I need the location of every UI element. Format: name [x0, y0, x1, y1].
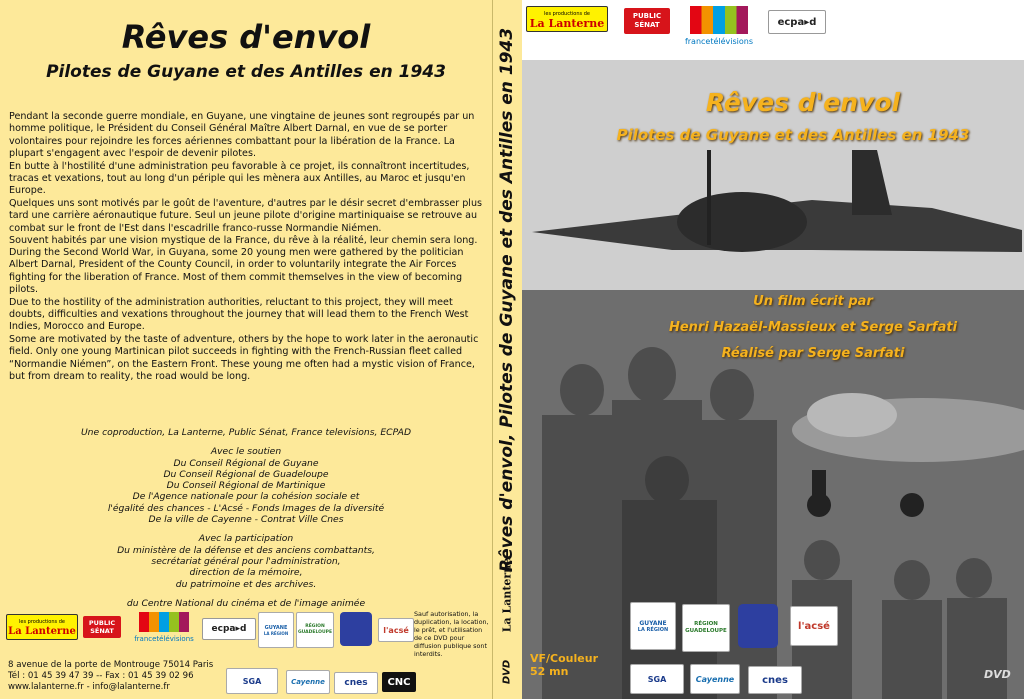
logo-caption: les productions de [544, 11, 590, 17]
address-line: Tél : 01 45 39 47 39 -- Fax : 01 45 39 02 96 [8, 671, 194, 681]
logo-wordmark: Cayenne [695, 674, 735, 684]
logo-wordmark: Cayenne [291, 678, 325, 686]
synopsis-english [9, 247, 483, 383]
support-line: Du Conseil Régional de Martinique [166, 480, 326, 492]
support-title: Avec le soutien [210, 446, 282, 458]
logo-wordmark: l'acsé [798, 620, 830, 632]
spine-dvd-mark: DVD [501, 659, 513, 685]
logo-wordmark: cnes [762, 674, 788, 686]
synopsis-paragraph: Some are motivated by the taste of adventure, others by the hope to work later in the aeronautic field. Only one young Martinican pilot succeeds in fighting with the French-Russian fleet called “Normandie Niémen”, on the Eastern Front. These young me often had a mystic vision of France, but from dream to reality, the road would be long. [9, 333, 479, 383]
public-senat-logo [83, 616, 121, 638]
support-line: Du Conseil Régional de Guadeloupe [163, 468, 329, 480]
logo-wordmark: GUYANE [639, 619, 667, 627]
guyane-logo [258, 612, 294, 648]
back-subtitle: Pilotes de Guyane et des Antilles en 1943 [46, 62, 446, 82]
front-subtitle: Pilotes de Guyane et des Antilles en 1943 [616, 126, 970, 144]
format-info [530, 652, 598, 678]
participation-line: direction de la mémoire, [189, 567, 303, 579]
acse-logo [790, 606, 838, 646]
cayenne-logo [286, 670, 330, 694]
martinique-emblem-logo [738, 604, 778, 648]
support-line: De la ville de Cayenne - Contrat Ville Cnes [148, 514, 344, 526]
logo-wordmark: SGA [647, 674, 667, 684]
logo-wordmark: CNC [387, 676, 411, 688]
synopsis-paragraph: Souvent habités par une vision mystique de la France, du rêve à la réalité, leur chemin sera long. [9, 235, 478, 247]
la-lanterne-logo [526, 6, 608, 32]
synopsis-paragraph: Quelques uns sont motivés par le goût de l'aventure, d'autres par le désir secret d'embrasser plus tard une carrière aéronautique future. Seul un jeune pilote d'origine martiniquaise se retrouve au combat sur le front de l'Est dans l'escadrille franco-russe Normandie Niémen. [9, 197, 483, 234]
front-title: Rêves d'envol [705, 88, 901, 117]
logo-wordmark: cnes [344, 678, 368, 688]
ecpad-logo [768, 10, 826, 34]
logo-wordmark: RÉGION GUADELOUPE [297, 624, 333, 635]
guadeloupe-logo [682, 604, 730, 652]
la-lanterne-logo [6, 614, 78, 640]
france-tv-bars [690, 6, 748, 34]
cayenne-logo [690, 664, 740, 694]
logo-caption: les productions de [19, 619, 65, 625]
back-cover [0, 0, 492, 699]
synopsis-paragraph: Due to the hostility of the administration authorities, reluctant to this project, they will meet doubts, difficulties and vexations throughout the journey that will lead them to the French West Indies, Morocco and Europe. [9, 296, 469, 333]
support-line: De l'Agence nationale pour la cohésion sociale et [132, 491, 360, 503]
dvd-mark: DVD [984, 668, 1011, 681]
logo-wordmark: PUBLIC SÉNAT [88, 619, 116, 635]
public-senat-logo [624, 8, 670, 34]
spine-title: Rêves d'envol, Pilotes de Guyane et des Antilles en 1943 [497, 27, 517, 573]
participation-title: Avec la participation [198, 533, 294, 545]
logo-wordmark: l'acsé [383, 625, 409, 635]
cnes-logo [748, 666, 802, 694]
format-language: VF/Couleur [530, 652, 598, 665]
address-line: www.lalanterne.fr - info@lalanterne.fr [8, 682, 170, 692]
synopsis-paragraph: During the Second World War, in Guyana, some 20 young men were gathered by the politician Albert Darnal, President of the County Council, in order to voluntarily integrate the Air Forces fighting for the liberation of France. Most of them commit themselves in the view of becoming pilots. [9, 247, 464, 296]
cnc-line: du Centre National du cinéma et de l'image animée [126, 597, 366, 609]
ecpad-logo [202, 618, 256, 640]
participation-line: du patrimoine et des archives. [175, 578, 317, 590]
logo-wordmark: SGA [242, 676, 262, 686]
coproduction-line: Une coproduction, La Lanterne, Public Sénat, France televisions, ECPAD [80, 427, 412, 438]
logo-wordmark: ecpa▸d [777, 16, 817, 28]
director-credit: Réalisé par Serge Sarfati [721, 346, 905, 361]
front-cover [522, 0, 1024, 699]
logo-caption: LA RÉGION [263, 630, 289, 636]
support-line: l'égalité des chances - L'Acsé - Fonds Images de la diversité [107, 502, 385, 514]
participation-line: secrétariat général pour l'administration, [151, 555, 341, 567]
france-televisions-logo [678, 4, 760, 48]
logo-wordmark: La Lanterne [8, 626, 76, 637]
logo-wordmark: GUYANE [264, 624, 288, 631]
spine-logo: La Lanterne [500, 557, 514, 633]
logo-wordmark: RÉGION GUADELOUPE [685, 621, 727, 634]
synopsis-paragraph: Pendant la seconde guerre mondiale, en Guyane, une vingtaine de jeunes sont regroupés par un homme politique, le Président du Conseil Général Maître Albert Darnal, en vue de se porter volontaires pour rejoindre les forces aériennes combattant pour la libération de la France. La plupart s'engagent avec l'espoir de devenir pilotes. [9, 111, 475, 160]
france-tv-bars [139, 612, 189, 632]
logo-wordmark: PUBLIC SÉNAT [632, 12, 662, 29]
legal-notice: Sauf autorisation, la duplication, la location, le prêt, et l'utilisation de ce DVD pour diffusion publique sont interdits. [414, 610, 489, 658]
support-line: Du Conseil Régional de Guyane [173, 457, 319, 469]
cnc-logo [382, 672, 416, 692]
synopsis-french [9, 111, 483, 247]
logo-wordmark: La Lanterne [529, 17, 605, 30]
written-by-label: Un film écrit par [753, 294, 873, 309]
logo-wordmark: francetélévisions [684, 37, 754, 46]
publisher-address [8, 660, 213, 693]
format-duration: 52 mn [530, 665, 569, 678]
participation-line: Du ministère de la défense et des anciens combattants, [117, 544, 375, 556]
sga-logo [630, 664, 684, 694]
guadeloupe-logo [296, 612, 334, 648]
guyane-logo [630, 602, 676, 650]
writers-names: Henri Hazaël-Massieux et Serge Sarfati [668, 320, 958, 335]
martinique-emblem-logo [340, 612, 372, 646]
logo-caption: LA RÉGION [637, 626, 669, 633]
france-televisions-logo [133, 612, 195, 646]
credits-block [0, 427, 492, 609]
logo-wordmark: ecpa▸d [211, 624, 247, 634]
logo-wordmark: francetélévisions [134, 635, 194, 643]
address-line: 8 avenue de la porte de Montrouge 75014 Paris [8, 660, 214, 670]
sga-logo [226, 668, 278, 694]
synopsis-paragraph: En butte à l'hostilité d'une administration peu favorable à ce projet, ils connaîtront incertitudes, tracas et vexations, tout au long d'un périple qui les mènera aux Antilles, au Maroc et jusqu'en Europe. [9, 160, 470, 197]
acse-logo [378, 618, 414, 642]
back-title: Rêves d'envol [121, 18, 371, 56]
cnes-logo [334, 672, 378, 694]
